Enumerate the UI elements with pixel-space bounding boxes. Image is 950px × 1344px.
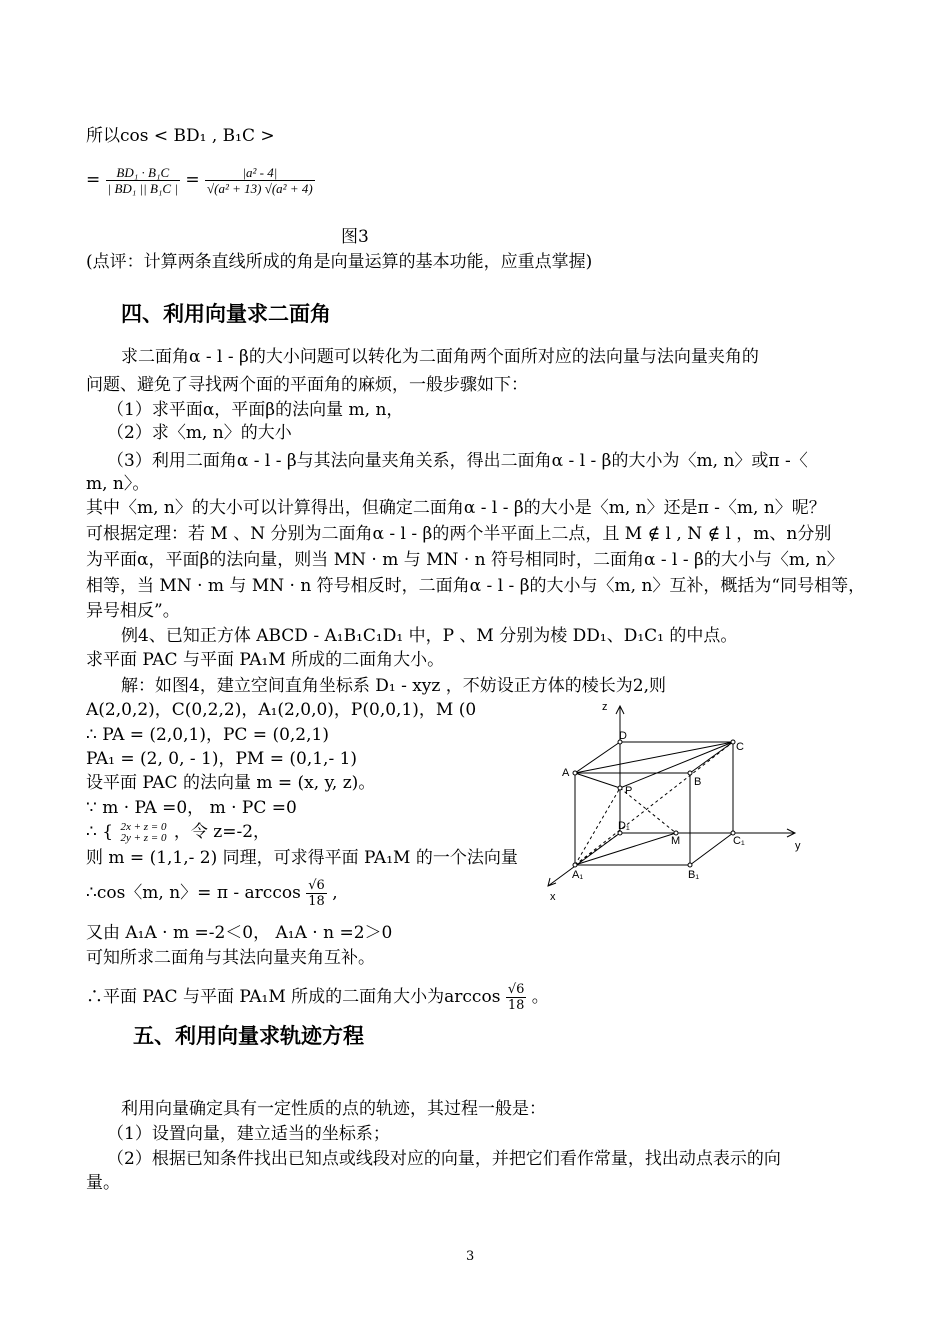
fraction-numerator: √6 bbox=[308, 878, 325, 893]
segment-PC bbox=[620, 742, 733, 788]
solution-line: 设平面 PAC 的法向量 m = (x, y, z)。 bbox=[86, 773, 376, 793]
segment-A1C bbox=[575, 742, 733, 865]
point-B bbox=[688, 771, 692, 775]
point-A bbox=[573, 771, 577, 775]
step-3: （3）利用二面角α - l - β与其法向量夹角关系，得出二面角α - l - β的大小为〈m, n〉或π -〈 bbox=[107, 451, 808, 471]
x-axis bbox=[548, 833, 620, 886]
paragraph-line: 问题、避免了寻找两个面的平面角的麻烦，一般步骤如下： bbox=[86, 375, 528, 395]
solution-text: , bbox=[332, 883, 338, 903]
paragraph-line: 异号相反”。 bbox=[86, 601, 180, 621]
point-A1 bbox=[573, 863, 577, 867]
formula-cos-line: 所以cos < BD₁ , B₁C > bbox=[86, 126, 275, 146]
segment-A1M bbox=[575, 833, 676, 865]
solution-text: ∴cos〈m, n〉= π - arccos bbox=[86, 883, 301, 903]
label-z: z bbox=[602, 701, 608, 713]
solution-line: 解：如图4，建立空间直角坐标系 D₁ - xyz ，不妨设正方体的棱长为2,则 bbox=[121, 676, 666, 696]
label-A: A bbox=[562, 767, 570, 779]
paragraph-line: 相等，当 MN · m 与 MN · n 符号相反时，二面角α - l - β的大小与〈m, n〉互补，概括为“同号相等， bbox=[86, 576, 866, 596]
solution-conclusion bbox=[86, 982, 549, 1013]
example-4-statement: 例4、已知正方体 ABCD - A₁B₁C₁D₁ 中，P 、M 分别为棱 DD₁、D₁C₁ 的中点。 bbox=[121, 626, 738, 646]
fraction-denominator: √(a² + 13) √(a² + 4) bbox=[207, 181, 313, 196]
fraction-denominator: 18 bbox=[507, 998, 525, 1013]
paragraph-line: 可根据定理：若 M 、N 分别为二面角α - l - β的两个半平面上二点，且 M ∉ l , N ∉ l ，m、n分别 bbox=[86, 524, 832, 544]
paragraph-line: 其中〈m, n〉的大小可以计算得出，但确定二面角α - l - β的大小是〈m, n〉还是π -〈m, n〉呢？ bbox=[86, 498, 826, 518]
fraction-sqrt6-over-18 bbox=[506, 982, 527, 1013]
solution-coordinates: A(2,0,2)，C(0,2,2)，A₁(2,0,0)，P(0,0,1)，M (0 bbox=[86, 700, 477, 720]
fraction-dot-over-lengths bbox=[106, 165, 180, 196]
label-C: C bbox=[736, 741, 744, 753]
page-number: 3 bbox=[466, 1249, 475, 1264]
solution-line: ∵ m · PA =0， m · PC =0 bbox=[86, 798, 297, 818]
section-heading-5: 五、利用向量求轨迹方程 bbox=[133, 1024, 364, 1048]
step-1: （1）求平面α，平面β的法向量 m, n， bbox=[107, 400, 404, 420]
paragraph-line: 为平面α，平面β的法向量，则当 MN · m 与 MN · n 符号相同时，二面角α - l - β的大小与〈m, n〉 bbox=[86, 550, 844, 570]
diagonal-AC bbox=[575, 742, 733, 773]
solution-text: 。 bbox=[531, 987, 549, 1007]
fraction-numerator: |a² - 4| bbox=[205, 165, 315, 181]
label-B: B bbox=[694, 776, 702, 788]
therefore-brace: ∴ { bbox=[86, 822, 114, 842]
segment-A1P bbox=[575, 788, 620, 865]
solution-line: ∴ PA = (2,0,1)，PC = (0,2,1) bbox=[86, 725, 329, 745]
label-D1: D₁ bbox=[618, 820, 630, 832]
solution-line: PA₁ = (2, 0, - 1)，PM = (0,1,- 1) bbox=[86, 749, 358, 769]
label-M: M bbox=[671, 835, 681, 847]
equals-sign: = bbox=[185, 170, 200, 190]
solution-line: 又由 A₁A · m =-2＜0， A₁A · n =2＞0 bbox=[86, 923, 393, 943]
segment-AP bbox=[575, 773, 620, 788]
edge-B1C1 bbox=[690, 833, 733, 865]
example-4-question: 求平面 PAC 与平面 PA₁M 所成的二面角大小。 bbox=[86, 650, 445, 670]
point-P bbox=[618, 786, 622, 790]
label-y: y bbox=[795, 840, 801, 852]
solution-line: 则 m = (1,1,- 2) 同理，可求得平面 PA₁M 的一个法向量 bbox=[86, 848, 518, 868]
label-A1: A₁ bbox=[572, 869, 584, 881]
paragraph-line: 求二面角α - l - β的大小问题可以转化为二面角两个面所对应的法向量与法向量夹角的 bbox=[121, 347, 759, 367]
figure-3-caption: 图3 bbox=[341, 227, 369, 247]
step-2: （2）求〈m, n〉的大小 bbox=[107, 423, 292, 443]
label-P: P bbox=[625, 785, 633, 797]
step-2-continued: 量。 bbox=[86, 1173, 120, 1193]
equals-sign: = bbox=[86, 170, 101, 190]
fraction-result bbox=[205, 165, 315, 196]
fraction-denominator: 18 bbox=[308, 894, 325, 909]
section-heading-4: 四、利用向量求二面角 bbox=[121, 302, 331, 326]
formula-equation bbox=[86, 165, 315, 196]
fraction-numerator: BD₁ · B₁C bbox=[106, 165, 180, 181]
step-1: （1）设置向量，建立适当的坐标系； bbox=[107, 1124, 390, 1144]
solution-system-line bbox=[86, 821, 270, 844]
system-equation: 2y + z = 0 bbox=[120, 831, 167, 844]
remark-paragraph: (点评：计算两条直线所成的角是向量运算的基本功能，应重点掌握) bbox=[86, 252, 593, 272]
fraction-denominator: | BD₁ || B₁C | bbox=[107, 181, 178, 196]
label-x: x bbox=[550, 891, 556, 903]
step-3-continued: m, n〉。 bbox=[86, 474, 150, 494]
point-C bbox=[731, 740, 735, 744]
fraction-sqrt6-over-18 bbox=[306, 878, 327, 909]
label-C1: C₁ bbox=[733, 835, 745, 847]
label-B1: B₁ bbox=[688, 869, 700, 881]
solution-text: ，令 z=-2， bbox=[173, 822, 271, 842]
solution-cos-line bbox=[86, 878, 338, 909]
step-2: （2）根据已知条件找出已知点或线段对应的向量，并把它们看作常量，找出动点表示的向 bbox=[107, 1149, 781, 1169]
point-B1 bbox=[688, 863, 692, 867]
system-equation: 2x + z = 0 bbox=[120, 820, 167, 833]
solution-line: 可知所求二面角与其法向量夹角互补。 bbox=[86, 948, 375, 968]
paragraph-line: 利用向量确定具有一定性质的点的轨迹，其过程一般是： bbox=[121, 1099, 546, 1119]
fraction-numerator: √6 bbox=[507, 982, 525, 997]
figure-4-cube bbox=[540, 698, 810, 903]
equation-system bbox=[118, 822, 168, 844]
solution-text: ∴平面 PAC 与平面 PA₁M 所成的二面角大小为arccos bbox=[86, 987, 501, 1007]
label-D: D bbox=[619, 730, 627, 742]
